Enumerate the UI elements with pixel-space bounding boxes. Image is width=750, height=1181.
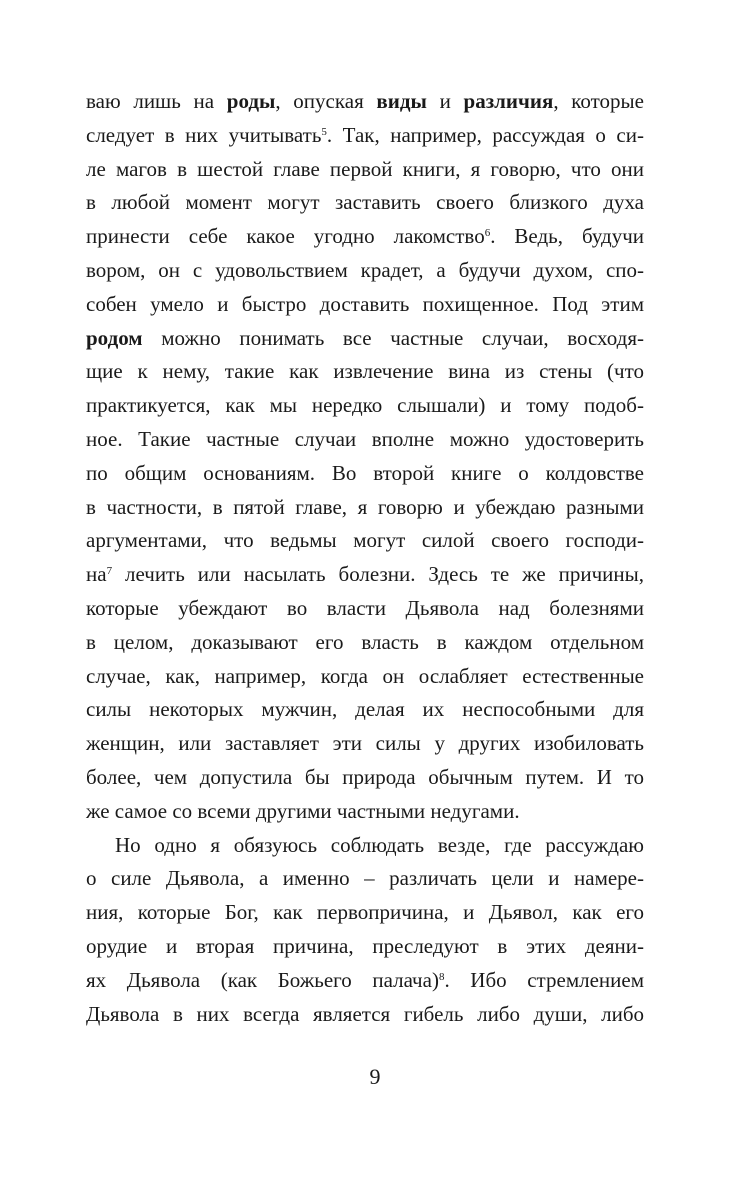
text-line: ле магов в шестой главе первой книги, я говорю, что они	[86, 156, 644, 181]
footnote-ref: 6	[484, 227, 491, 240]
text-line: аргументами, что ведьмы могут силой своего господи-	[86, 528, 644, 553]
bold-term: родом	[86, 325, 143, 350]
text-line: в любой момент могут заставить своего близкого духа	[86, 190, 644, 215]
text-line: ния, которые Бог, как первопричина, и Дьявол, как его	[86, 900, 644, 925]
text-line: вором, он с удовольствием крадет, а будучи духом, спо-	[86, 257, 644, 282]
paragraph-2	[86, 829, 644, 1032]
bold-term: роды	[226, 89, 276, 113]
text-line: в частности, в пятой главе, я говорю и убеждаю разными	[86, 494, 644, 519]
text-line: Но одно я обязуюсь соблюдать везде, где рассуждаю	[115, 832, 644, 857]
body-text	[86, 85, 644, 1031]
text-line: $на^7$ лечить или насылать болезни. Здесь те же причины,	[86, 562, 644, 587]
text-line: женщин, или заставляет эти силы у других изобиловать	[86, 731, 644, 756]
footnote-ref: 7	[106, 565, 113, 578]
page-number: 9	[369, 1064, 381, 1089]
bold-term: виды	[376, 89, 427, 113]
text-line: орудие и вторая причина, преследуют в этих деяни-	[86, 933, 644, 958]
text-line: следует в них учитывать$^5$. Так, например, рассуждая о си-	[86, 122, 644, 147]
text-line: принести себе какое угодно лакомство$^6$. Ведь, будучи	[86, 224, 644, 249]
text-line: щие к нему, такие как извлечение вина из стены (что	[86, 359, 644, 384]
text-line: в целом, доказывают его власть в каждом отдельном	[86, 629, 644, 654]
text-line: Дьявола в них всегда является гибель либо души, либо	[86, 1001, 644, 1026]
text-line: более, чем допустила бы природа обычным путем. И то	[86, 764, 644, 789]
text-line: ях Дьявола (как Божьего палача)$^8$. Ибо стремлением	[86, 967, 644, 992]
text-line: которые убеждают во власти Дьявола над болезнями	[86, 595, 644, 620]
text-line: же самое со всеми другими частными недугами.	[86, 798, 520, 823]
paragraph-1	[86, 85, 644, 829]
text-line: родом можно понимать все частные случаи, восходя-	[86, 325, 644, 350]
text-line: случае, как, например, когда он ослабляет естественные	[86, 663, 644, 688]
footnote-ref: 5	[321, 125, 327, 138]
text-line: о силе Дьявола, а именно – различать цели и намере-	[86, 866, 644, 891]
text-line: собен умело и быстро доставить похищенное. Под этим	[86, 291, 644, 316]
text-line: по общим основаниям. Во второй книге о колдовстве	[86, 460, 644, 485]
text-line: силы некоторых мужчин, делая их неспособными для	[86, 697, 644, 722]
text-line: ваю лишь на роды, опуская виды и различия, которые	[86, 89, 644, 113]
bold-term: различия	[463, 89, 554, 113]
footnote-ref: 8	[438, 970, 445, 983]
text-line: практикуется, как мы нередко слышали) и тому подоб-	[86, 393, 644, 418]
text-line: ное. Такие частные случаи вполне можно удостоверить	[86, 426, 644, 451]
